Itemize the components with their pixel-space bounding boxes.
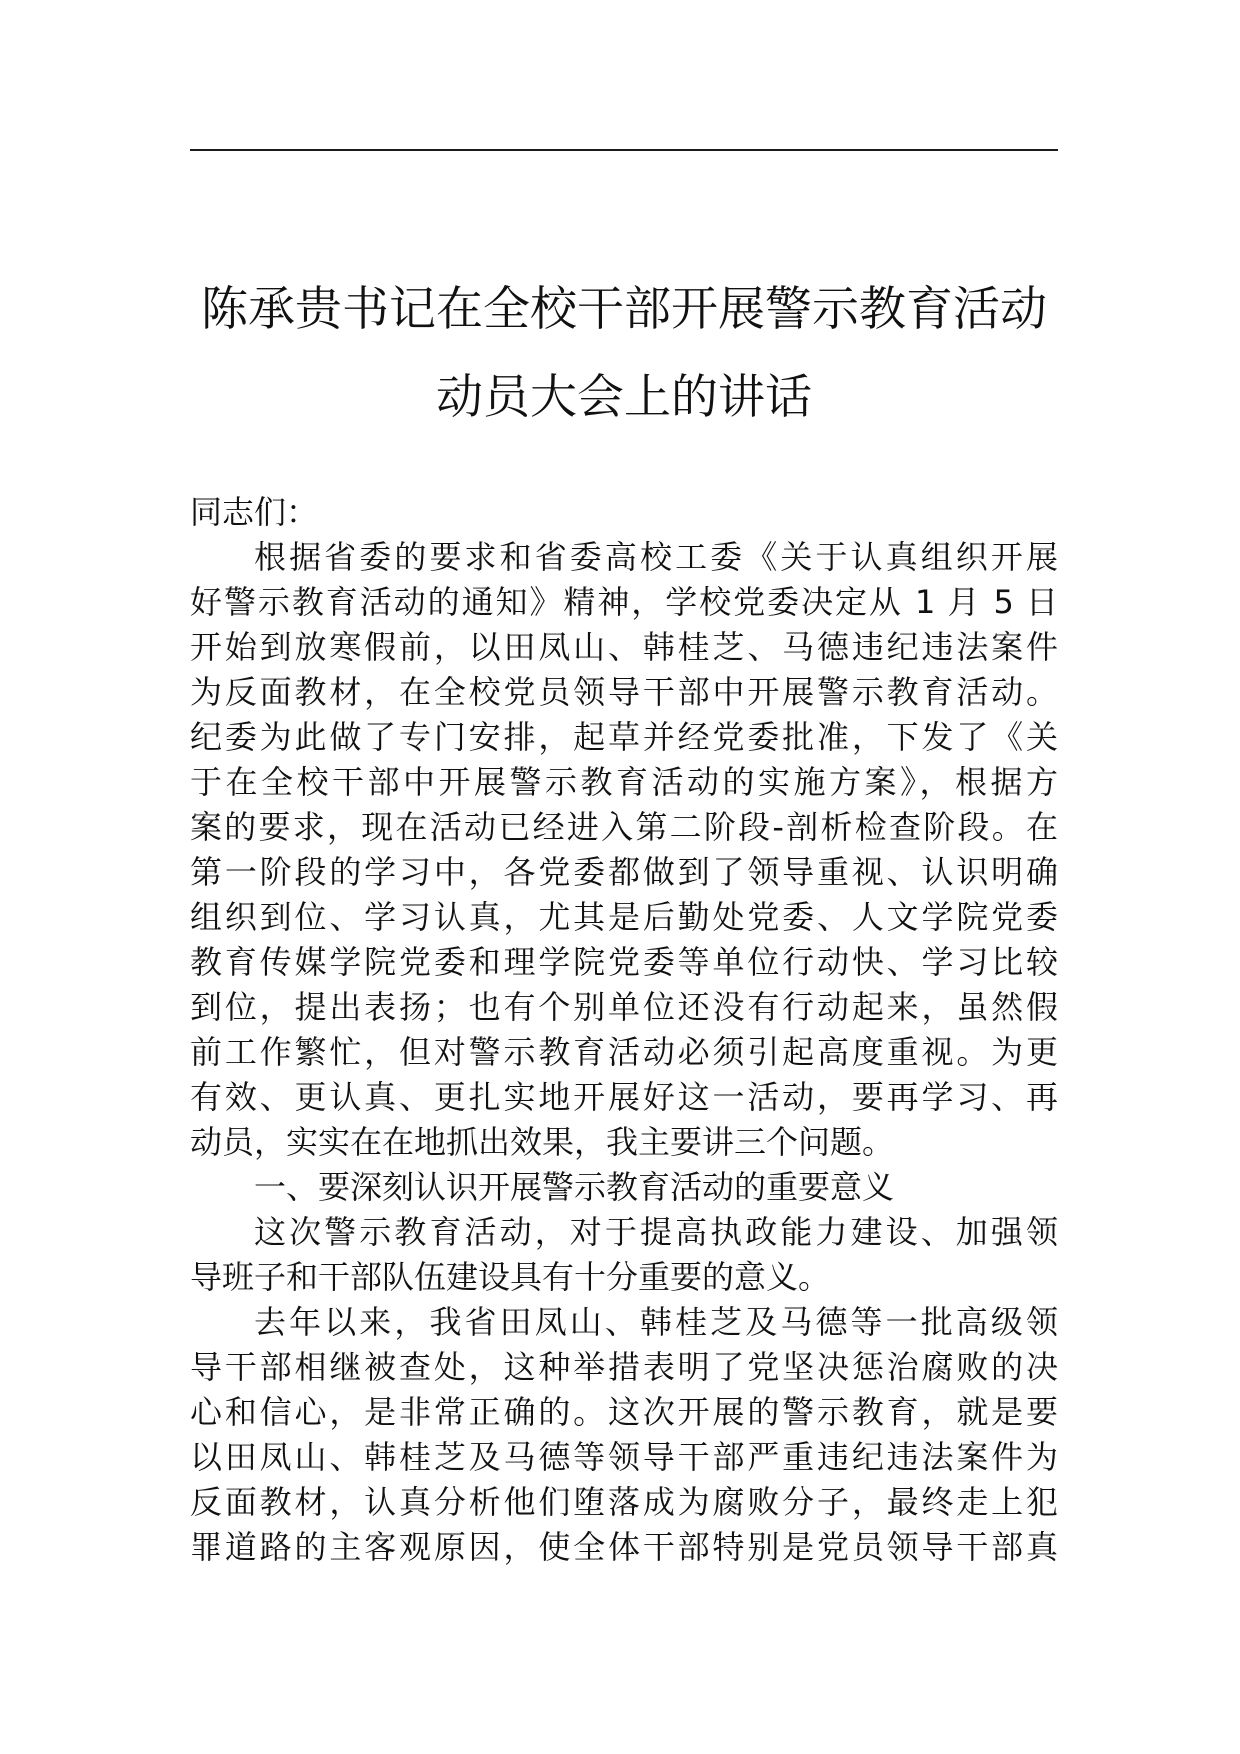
paragraph-line: 心和信心，是非常正确的。这次开展的警示教育，就是要 (190, 1393, 1058, 1431)
header-rule (190, 149, 1058, 151)
paragraph-line: 前工作繁忙，但对警示教育活动必须引起高度重视。为更 (190, 1033, 1058, 1071)
paragraph-line: 动员，实实在在地抓出效果，我主要讲三个问题。 (190, 1123, 895, 1161)
paragraph-line: 根据省委的要求和省委高校工委《关于认真组织开展 (254, 538, 1058, 576)
paragraph-line: 导干部相继被查处，这种举措表明了党坚决惩治腐败的决 (190, 1348, 1058, 1386)
document-title-line-2: 动员大会上的讲话 (436, 370, 812, 425)
paragraph-line: 好警示教育活动的通知》精神，学校党委决定从 1 月 5 日 (190, 583, 1058, 621)
paragraph-line: 于在全校干部中开展警示教育活动的实施方案》，根据方 (190, 763, 1058, 801)
paragraph-line: 开始到放寒假前，以田凤山、韩桂芝、马德违纪违法案件 (190, 628, 1058, 666)
paragraph-line: 罪道路的主客观原因，使全体干部特别是党员领导干部真 (190, 1528, 1058, 1566)
paragraph-line: 教育传媒学院党委和理学院党委等单位行动快、学习比较 (190, 943, 1058, 981)
paragraph-line: 第一阶段的学习中，各党委都做到了领导重视、认识明确 (190, 853, 1058, 891)
paragraph-line: 组织到位、学习认真，尤其是后勤处党委、人文学院党委 (190, 898, 1058, 936)
paragraph-line: 以田凤山、韩桂芝及马德等领导干部严重违纪违法案件为 (190, 1438, 1058, 1476)
paragraph-line: 到位，提出表扬；也有个别单位还没有行动起来，虽然假 (190, 988, 1058, 1026)
paragraph-line: 这次警示教育活动，对于提高执政能力建设、加强领 (254, 1213, 1058, 1251)
paragraph-line: 案的要求，现在活动已经进入第二阶段-剖析检查阶段。在 (190, 808, 1058, 846)
paragraph-line: 有效、更认真、更扎实地开展好这一活动，要再学习、再 (190, 1078, 1058, 1116)
paragraph-line: 去年以来，我省田凤山、韩桂芝及马德等一批高级领 (254, 1303, 1058, 1341)
paragraph-line: 反面教材，认真分析他们堕落成为腐败分子，最终走上犯 (190, 1483, 1058, 1521)
paragraph-line: 纪委为此做了专门安排，起草并经党委批准，下发了《关 (190, 718, 1058, 756)
document-body (190, 490, 1058, 1570)
document-title-line-1: 陈承贵书记在全校干部开展警示教育活动 (201, 282, 1047, 337)
salutation: 同志们： (190, 493, 319, 531)
section-heading: 一、要深刻认识开展警示教育活动的重要意义 (254, 1168, 895, 1206)
paragraph-line: 为反面教材，在全校党员领导干部中开展警示教育活动。 (190, 673, 1058, 711)
paragraph-line: 导班子和干部队伍建设具有十分重要的意义。 (190, 1258, 831, 1296)
